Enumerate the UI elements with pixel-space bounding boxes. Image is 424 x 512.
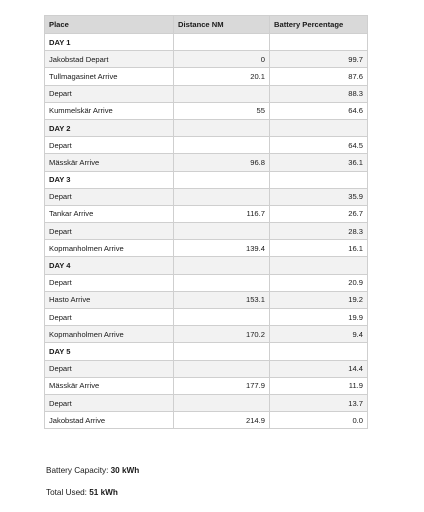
distance-cell — [174, 257, 270, 274]
distance-cell: 20.1 — [174, 68, 270, 85]
distance-cell: 177.9 — [174, 377, 270, 394]
battery-capacity — [46, 466, 139, 475]
place-cell: DAY 3 — [45, 171, 174, 188]
distance-cell — [174, 34, 270, 51]
battery-cell: 36.1 — [270, 154, 368, 171]
place-cell: Kopmanholmen Arrive — [45, 326, 174, 343]
table-row — [45, 102, 368, 119]
distance-cell — [174, 343, 270, 360]
place-cell: Depart — [45, 274, 174, 291]
place-cell: Depart — [45, 309, 174, 326]
day-header-row — [45, 257, 368, 274]
distance-cell — [174, 85, 270, 102]
place-cell: Mässkär Arrive — [45, 377, 174, 394]
battery-cell — [270, 34, 368, 51]
distance-cell: 170.2 — [174, 326, 270, 343]
place-cell: Kopmanholmen Arrive — [45, 240, 174, 257]
place-cell: Tankar Arrive — [45, 205, 174, 222]
day-header-row — [45, 34, 368, 51]
battery-cell — [270, 171, 368, 188]
table-row — [45, 240, 368, 257]
distance-cell: 96.8 — [174, 154, 270, 171]
table-row — [45, 154, 368, 171]
distance-cell — [174, 223, 270, 240]
distance-cell — [174, 274, 270, 291]
day-header-row — [45, 171, 368, 188]
distance-cell: 153.1 — [174, 291, 270, 308]
battery-cell: 14.4 — [270, 360, 368, 377]
trip-table-container — [44, 15, 367, 429]
battery-cell: 0.0 — [270, 412, 368, 429]
distance-cell — [174, 188, 270, 205]
place-cell: Kummelskär Arrive — [45, 102, 174, 119]
table-body — [45, 34, 368, 429]
distance-cell — [174, 360, 270, 377]
battery-cell: 64.5 — [270, 137, 368, 154]
battery-cell: 13.7 — [270, 394, 368, 411]
place-cell: Depart — [45, 137, 174, 154]
table-row — [45, 360, 368, 377]
distance-cell: 55 — [174, 102, 270, 119]
day-header-row — [45, 119, 368, 136]
table-row — [45, 326, 368, 343]
table-row — [45, 68, 368, 85]
total-used — [46, 488, 118, 497]
place-cell: Hasto Arrive — [45, 291, 174, 308]
total-used-label: Total Used: — [46, 488, 87, 497]
place-cell: Jakobstad Depart — [45, 51, 174, 68]
distance-cell — [174, 119, 270, 136]
place-cell: Depart — [45, 223, 174, 240]
header-place: Place — [45, 16, 174, 34]
table-row — [45, 309, 368, 326]
table-row — [45, 85, 368, 102]
place-cell: Tullmagasinet Arrive — [45, 68, 174, 85]
battery-cell: 28.3 — [270, 223, 368, 240]
battery-cell — [270, 343, 368, 360]
table-row — [45, 412, 368, 429]
battery-cell: 88.3 — [270, 85, 368, 102]
table-row — [45, 274, 368, 291]
distance-cell: 116.7 — [174, 205, 270, 222]
distance-cell: 0 — [174, 51, 270, 68]
battery-capacity-label: Battery Capacity: — [46, 466, 109, 475]
place-cell: Jakobstad Arrive — [45, 412, 174, 429]
distance-cell — [174, 309, 270, 326]
place-cell: Mässkär Arrive — [45, 154, 174, 171]
distance-cell — [174, 394, 270, 411]
battery-cell: 99.7 — [270, 51, 368, 68]
table-row — [45, 137, 368, 154]
place-cell: Depart — [45, 360, 174, 377]
battery-cell: 87.6 — [270, 68, 368, 85]
table-row — [45, 291, 368, 308]
place-cell: Depart — [45, 85, 174, 102]
place-cell: DAY 4 — [45, 257, 174, 274]
battery-cell: 9.4 — [270, 326, 368, 343]
distance-cell — [174, 137, 270, 154]
distance-cell — [174, 171, 270, 188]
battery-cell: 16.1 — [270, 240, 368, 257]
table-row — [45, 377, 368, 394]
place-cell: Depart — [45, 188, 174, 205]
battery-cell: 11.9 — [270, 377, 368, 394]
place-cell: Depart — [45, 394, 174, 411]
trip-table — [44, 15, 368, 429]
battery-cell: 26.7 — [270, 205, 368, 222]
table-row — [45, 51, 368, 68]
battery-cell: 19.9 — [270, 309, 368, 326]
header-distance: Distance NM — [174, 16, 270, 34]
table-row — [45, 394, 368, 411]
battery-cell: 64.6 — [270, 102, 368, 119]
table-row — [45, 223, 368, 240]
table-row — [45, 205, 368, 222]
distance-cell: 214.9 — [174, 412, 270, 429]
battery-cell — [270, 257, 368, 274]
day-header-row — [45, 343, 368, 360]
header-battery: Battery Percentage — [270, 16, 368, 34]
place-cell: DAY 1 — [45, 34, 174, 51]
battery-capacity-value: 30 kWh — [110, 466, 140, 475]
place-cell: DAY 2 — [45, 119, 174, 136]
table-row — [45, 188, 368, 205]
distance-cell: 139.4 — [174, 240, 270, 257]
battery-cell — [270, 119, 368, 136]
battery-cell: 35.9 — [270, 188, 368, 205]
total-used-value: 51 kWh — [89, 488, 118, 497]
table-header-row — [45, 16, 368, 34]
battery-cell: 19.2 — [270, 291, 368, 308]
battery-cell: 20.9 — [270, 274, 368, 291]
place-cell: DAY 5 — [45, 343, 174, 360]
